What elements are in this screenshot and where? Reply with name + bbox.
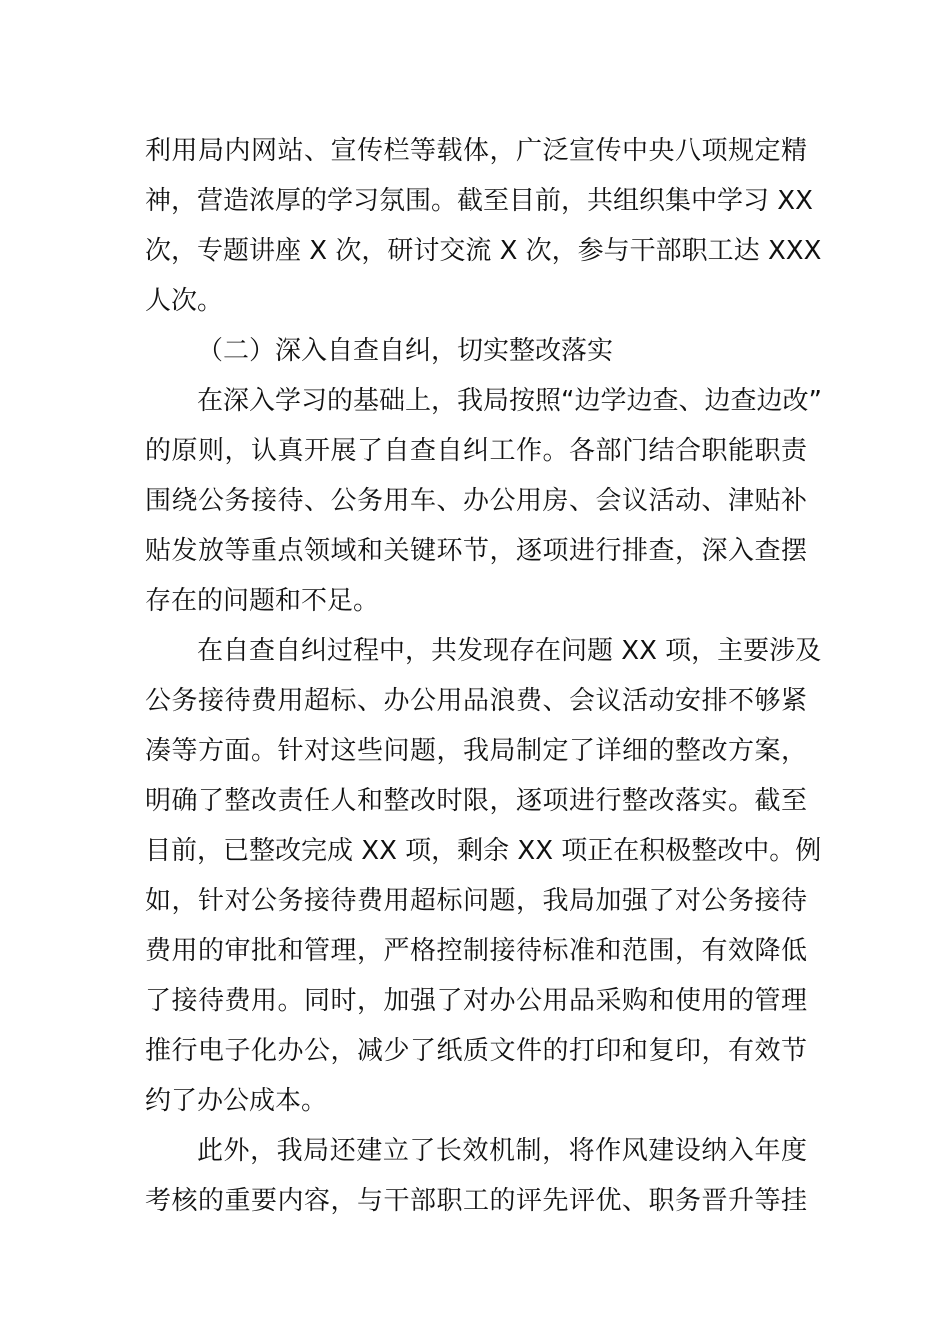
- paragraph-line: 存在的问题和不足。: [145, 586, 380, 616]
- paragraph-line: 在自查自纠过程中，共发现存在问题 XX 项，主要涉及: [197, 636, 822, 666]
- paragraph-line: 凑等方面。针对这些问题，我局制定了详细的整改方案，: [145, 736, 807, 766]
- paragraph-line: 次，专题讲座 X 次，研讨交流 X 次，参与干部职工达 XXX: [145, 236, 822, 266]
- paragraph-line: 公务接待费用超标、办公用品浪费、会议活动安排不够紧: [145, 686, 807, 716]
- paragraph-line: 围绕公务接待、公务用车、办公用房、会议活动、津贴补: [145, 486, 807, 516]
- paragraph-line: 利用局内网站、宣传栏等载体，广泛宣传中央八项规定精: [145, 136, 807, 166]
- paragraph-line: 贴发放等重点领域和关键环节，逐项进行排查，深入查摆: [145, 536, 807, 566]
- paragraph-line: 人次。: [145, 286, 224, 316]
- paragraph-line: 如，针对公务接待费用超标问题，我局加强了对公务接待: [145, 886, 807, 916]
- paragraph-line: 明确了整改责任人和整改时限，逐项进行整改落实。截至: [145, 786, 807, 816]
- section-heading: （二）深入自查自纠，切实整改落实: [197, 336, 614, 366]
- paragraph-line: 费用的审批和管理，严格控制接待标准和范围，有效降低: [145, 936, 807, 966]
- paragraph-line: 此外，我局还建立了长效机制，将作风建设纳入年度: [197, 1136, 807, 1166]
- paragraph-line: 在深入学习的基础上，我局按照“边学边查、边查边改”: [197, 386, 822, 416]
- paragraph-line: 考核的重要内容，与干部职工的评先评优、职务晋升等挂: [145, 1186, 807, 1216]
- paragraph-line: 神，营造浓厚的学习氛围。截至目前，共组织集中学习 XX: [145, 186, 813, 216]
- paragraph-line: 约了办公成本。: [145, 1086, 328, 1116]
- paragraph-line: 了接待费用。同时，加强了对办公用品采购和使用的管理: [145, 986, 807, 1016]
- paragraph-line: 推行电子化办公，减少了纸质文件的打印和复印，有效节: [145, 1036, 807, 1066]
- paragraph-line: 目前，已整改完成 XX 项，剩余 XX 项正在积极整改中。例: [145, 836, 822, 866]
- paragraph-line: 的原则，认真开展了自查自纠工作。各部门结合职能职责: [145, 436, 807, 466]
